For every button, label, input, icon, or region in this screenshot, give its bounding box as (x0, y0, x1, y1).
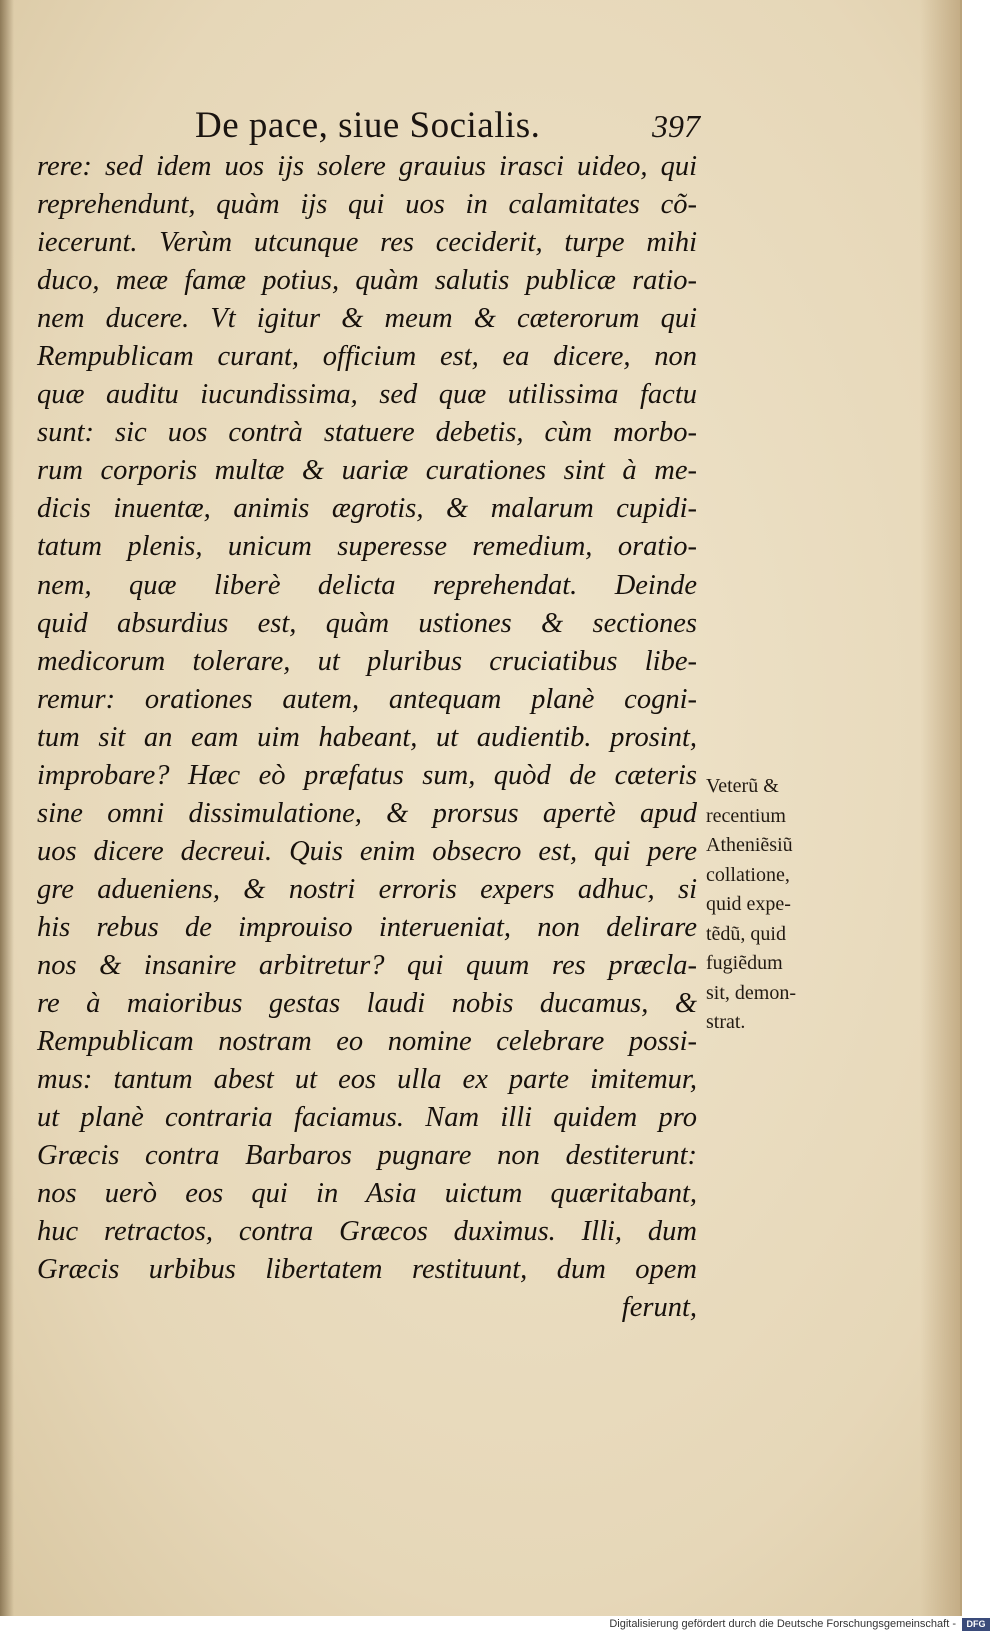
digitization-footer (0, 1616, 1000, 1636)
main-text-block (37, 148, 697, 1327)
running-head (40, 104, 700, 154)
funding-credit: Digitalisierung gefördert durch die Deutsche Forschungsgemeinschaft - (609, 1618, 956, 1630)
text-line: uos dicere decreui. Quis enim obsecro est, qui pere (37, 835, 697, 867)
marginal-note-line: collatione, (706, 863, 790, 886)
text-line: tum sit an eam uim habeant, ut audientib. prosint, (37, 721, 697, 753)
text-line: mus: tantum abest ut eos ulla ex parte imitemur, (37, 1064, 697, 1096)
text-line: Græcis contra Barbaros pugnare non destiterunt: (37, 1140, 697, 1172)
marginal-note-line: Atheniẽsiũ (706, 834, 793, 856)
text-line: huc retractos, contra Græcos duximus. Illi, dum (37, 1216, 697, 1248)
marginal-note-line: tẽdũ, quid (706, 922, 786, 945)
text-line: nos & insanire arbitretur? qui quum res præcla- (37, 949, 697, 981)
text-line: rum corporis multæ & uariæ curationes sint à me- (37, 455, 697, 487)
text-line: Rempublicam curant, officium est, ea dicere, non (37, 341, 697, 373)
text-line: reprehendunt, quàm ijs qui uos in calamitates cõ- (37, 189, 697, 221)
text-line: Rempublicam nostram eo nomine celebrare possi- (37, 1026, 697, 1058)
text-line: nem, quæ liberè delicta reprehendat. Deinde (37, 569, 697, 601)
text-line: quæ auditu iucundissima, sed quæ utilissima factu (37, 379, 697, 411)
marginal-note-line: strat. (706, 1011, 746, 1033)
text-line: sunt: sic uos contrà statuere debetis, cùm morbo- (37, 417, 697, 449)
text-line: gre adueniens, & nostri erroris expers adhuc, si (37, 873, 697, 905)
marginal-note (706, 772, 831, 1038)
running-head-title: De pace, siue Socialis. (195, 105, 541, 146)
dfg-logo: DFG (962, 1618, 990, 1631)
marginal-note-line: quid expe- (706, 893, 791, 915)
text-line: medicorum tolerare, ut pluribus cruciatibus libe- (37, 645, 697, 677)
page-gutter-shadow (0, 0, 14, 1616)
text-line: quid absurdius est, quàm ustiones & sectiones (37, 607, 697, 639)
text-line: Græcis urbibus libertatem restituunt, dum opem (37, 1254, 697, 1286)
text-line: tatum plenis, unicum superesse remedium, oratio- (37, 531, 697, 563)
text-line: nem ducere. Vt igitur & meum & cæterorum qui (37, 303, 697, 335)
text-line: re à maioribus gestas laudi nobis ducamus, & (37, 988, 697, 1020)
text-line: iecerunt. Verùm utcunque res ceciderit, turpe mihi (37, 227, 697, 259)
text-line: dicis inuentæ, animis ægrotis, & malarum cupidi- (37, 493, 697, 525)
text-line: his rebus de improuiso interueniat, non delirare (37, 911, 697, 943)
text-line: duco, meæ famæ potius, quàm salutis publicæ ratio- (37, 265, 697, 297)
catchword: ferunt, (621, 1292, 697, 1324)
text-line: improbare? Hæc eò præfatus sum, quòd de cæteris (37, 759, 697, 791)
marginal-note-line: Veterũ & (706, 775, 779, 797)
marginal-note-line: sit, demon- (706, 981, 796, 1004)
text-line: rere: sed idem uos ijs solere grauius irasci uideo, qui (37, 151, 697, 182)
marginal-note-line: fugiẽdum (706, 952, 783, 974)
page-number: 397 (652, 108, 700, 144)
page-edge-shadow (920, 0, 960, 1616)
text-line: ut planè contraria faciamus. Nam illi quidem pro (37, 1102, 697, 1134)
text-line: remur: orationes autem, antequam planè cogni- (37, 683, 697, 715)
text-line: sine omni dissimulatione, & prorsus apertè apud (37, 797, 697, 829)
text-line: nos uerò eos qui in Asia uictum quæritabant, (37, 1178, 697, 1210)
marginal-note-line: recentium (706, 804, 786, 827)
